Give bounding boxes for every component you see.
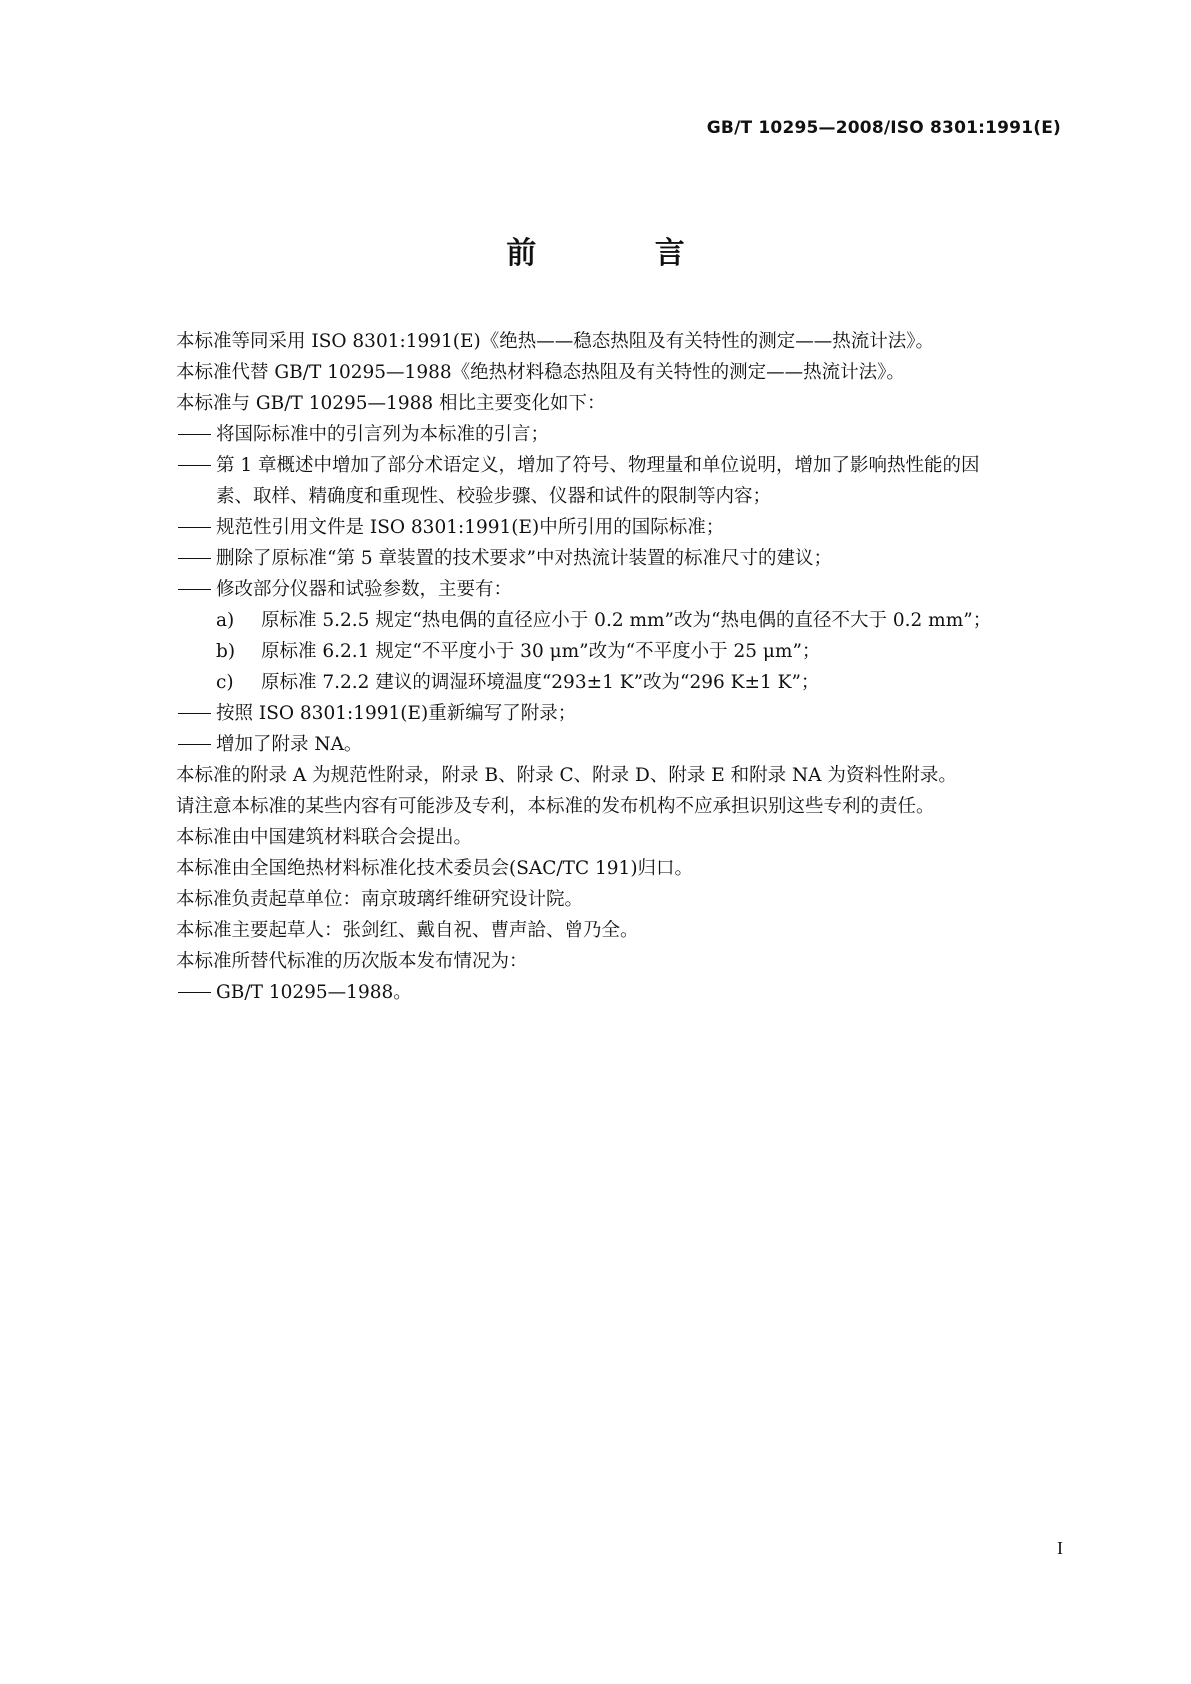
body-line: 本标准由全国绝热材料标准化技术委员会(SAC/TC 191)归口。 (176, 858, 694, 879)
dash-item: 第 1 章概述中增加了部分术语定义，增加了符号、物理量和单位说明，增加了影响热性能的因 (176, 450, 1081, 481)
sub-item-label: b) (216, 641, 236, 662)
page-title: 前 言 (506, 236, 739, 271)
body-line: 本标准主要起草人：张剑红、戴自祝、曹声詥、曾乃全。 (176, 920, 639, 941)
sub-item-label: c) (216, 672, 234, 693)
sub-item-b (176, 636, 1081, 667)
standard-code-header: GB/T 10295—2008/ISO 8301:1991(E) (706, 118, 1061, 138)
sub-item-text: 原标准 7.2.2 建议的调湿环境温度“293±1 K”改为“296 K±1 K”； (261, 672, 820, 693)
sub-item-text: 原标准 6.2.1 规定“不平度小于 30 μm”改为“不平度小于 25 μm”； (261, 641, 821, 662)
dash-item: 规范性引用文件是 ISO 8301:1991(E)中所引用的国际标准； (176, 512, 1081, 543)
body-line: 本标准与 GB/T 10295—1988 相比主要变化如下： (176, 393, 606, 414)
sub-item-a (176, 605, 1081, 636)
dash-item-continuation: 素、取样、精确度和重现性、校验步骤、仪器和试件的限制等内容； (216, 486, 772, 507)
body-line: 本标准的附录 A 为规范性附录，附录 B、附录 C、附录 D、附录 E 和附录 NA 为资料性附录。 (176, 765, 957, 786)
sub-item-text: 原标准 5.2.5 规定“热电偶的直径应小于 0.2 mm”改为“热电偶的直径不大于 0.2 mm”； (261, 610, 992, 631)
sub-item-c (176, 667, 1081, 698)
dash-item: 修改部分仪器和试验参数，主要有： (176, 574, 1081, 605)
page-number: I (1057, 1538, 1063, 1558)
body-line: 本标准代替 GB/T 10295—1988《绝热材料稳态热阻及有关特性的测定——热流计法》。 (176, 362, 905, 383)
dash-item: 增加了附录 NA。 (176, 729, 1081, 760)
body-line: 请注意本标准的某些内容有可能涉及专利，本标准的发布机构不应承担识别这些专利的责任。 (176, 796, 935, 817)
dash-item: 按照 ISO 8301:1991(E)重新编写了附录； (176, 698, 1081, 729)
dash-item: 将国际标准中的引言列为本标准的引言； (176, 419, 1081, 450)
body-line: 本标准所替代标准的历次版本发布情况为： (176, 951, 528, 972)
body-line: 本标准由中国建筑材料联合会提出。 (176, 827, 473, 848)
body-line: 本标准等同采用 ISO 8301:1991(E)《绝热——稳态热阻及有关特性的测定——热流计法》。 (176, 331, 934, 352)
dash-item: 删除了原标准“第 5 章装置的技术要求”中对热流计装置的标准尺寸的建议； (176, 543, 1081, 574)
sub-item-label: a) (216, 610, 235, 631)
dash-item: GB/T 10295—1988。 (176, 977, 1081, 1008)
foreword-body (176, 326, 1081, 1008)
body-line: 本标准负责起草单位：南京玻璃纤维研究设计院。 (176, 889, 584, 910)
